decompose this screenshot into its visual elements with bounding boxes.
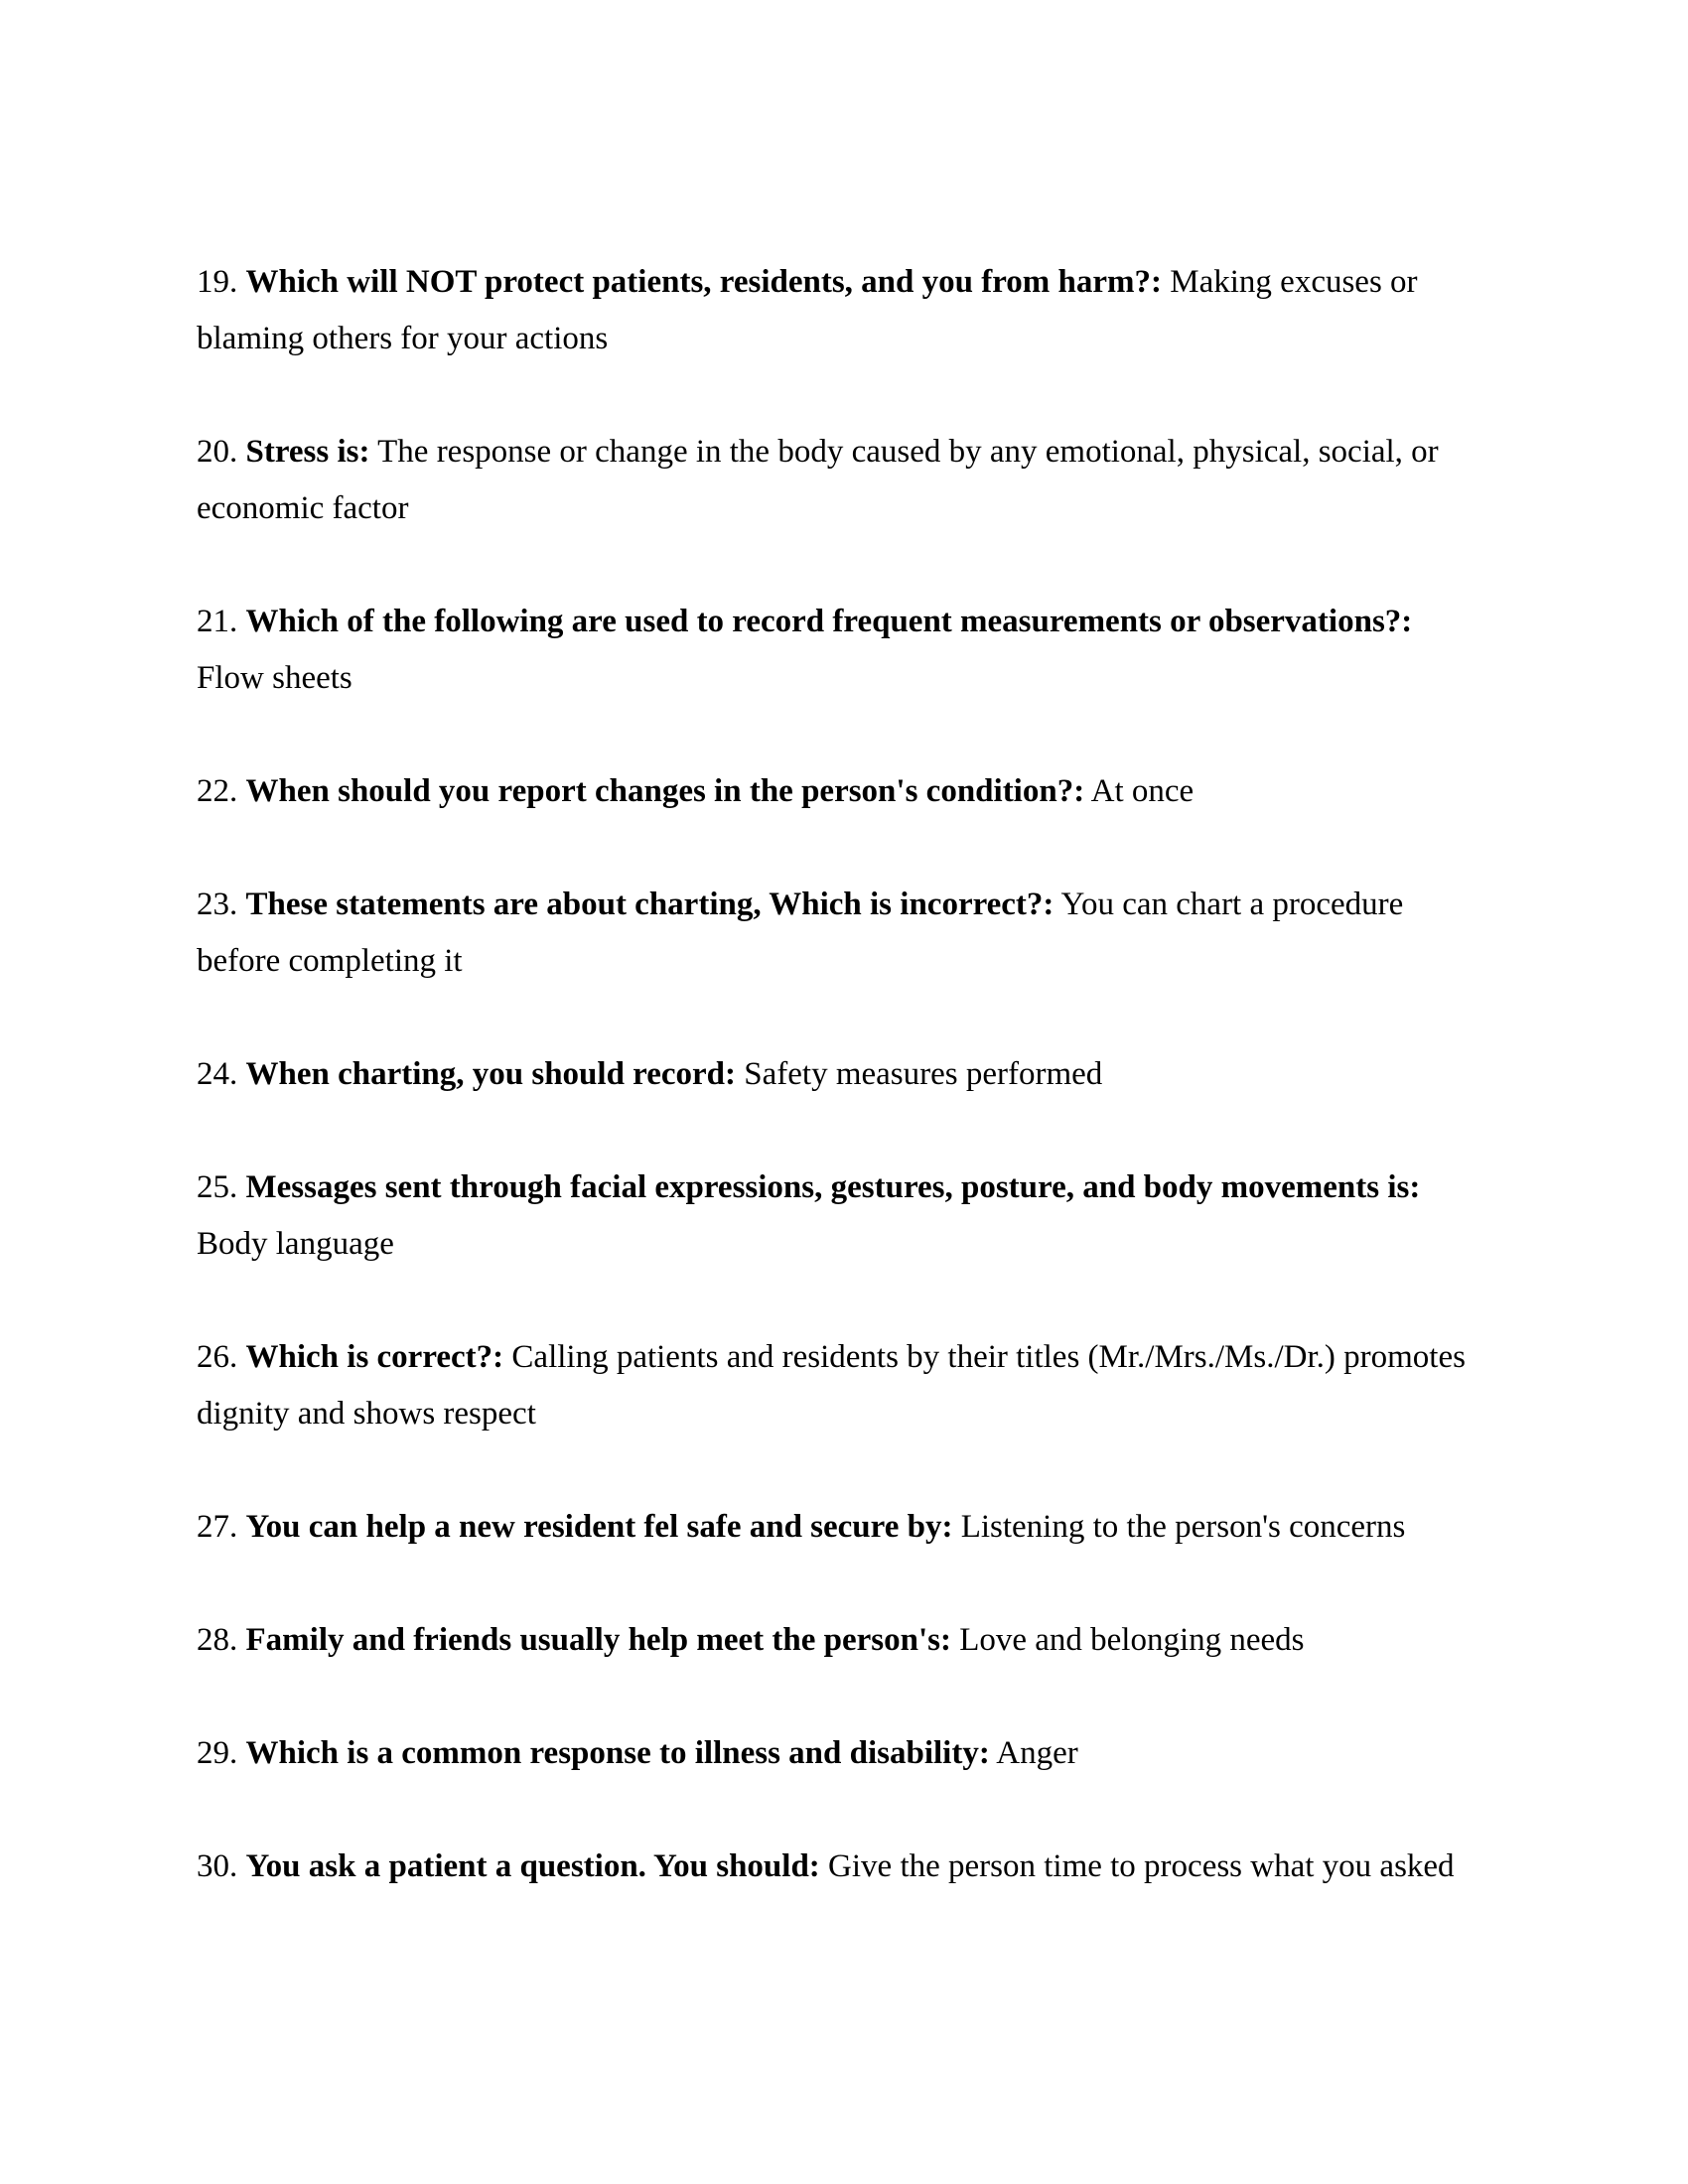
answer-text: Give the person time to process what you asked (828, 1848, 1455, 1884)
document-page (197, 254, 1487, 1952)
answer-text: At once (1090, 773, 1195, 809)
answer-text: Body language (197, 1226, 394, 1262)
qa-item-21 (197, 594, 1487, 707)
qa-item-26 (197, 1329, 1487, 1442)
qa-item-29 (197, 1725, 1487, 1782)
item-number: 25. (197, 1169, 238, 1205)
item-number: 22. (197, 773, 238, 809)
answer-text: You can chart a procedure before completing it (197, 887, 1404, 979)
question-text: Family and friends usually help meet the person's: (245, 1622, 951, 1658)
answer-text: Flow sheets (197, 660, 352, 696)
qa-list (197, 254, 1487, 1895)
item-number: 29. (197, 1735, 238, 1771)
answer-text: Anger (996, 1735, 1078, 1771)
qa-item-20 (197, 424, 1487, 537)
qa-item-23 (197, 877, 1487, 990)
answer-text: Safety measures performed (744, 1056, 1103, 1092)
answer-text: Love and belonging needs (959, 1622, 1305, 1658)
question-text: When charting, you should record: (245, 1056, 737, 1092)
question-text: Messages sent through facial expressions, gestures, posture, and body movements is: (245, 1169, 1421, 1205)
question-text: You can help a new resident fel safe and secure by: (245, 1509, 953, 1545)
item-number: 24. (197, 1056, 238, 1092)
item-number: 21. (197, 604, 238, 639)
qa-item-30 (197, 1839, 1487, 1895)
qa-item-27 (197, 1499, 1487, 1556)
qa-item-24 (197, 1046, 1487, 1103)
question-text: You ask a patient a question. You should: (245, 1848, 820, 1884)
qa-item-28 (197, 1612, 1487, 1669)
question-text: These statements are about charting, Which is incorrect?: (245, 887, 1055, 922)
answer-text: Making excuses or blaming others for your actions (197, 264, 1418, 356)
question-text: Stress is: (245, 434, 370, 470)
answer-text: Listening to the person's concerns (960, 1509, 1406, 1545)
question-text: Which is a common response to illness and disability: (245, 1735, 990, 1771)
item-number: 27. (197, 1509, 238, 1545)
item-number: 26. (197, 1339, 238, 1375)
item-number: 30. (197, 1848, 238, 1884)
question-text: Which is correct?: (245, 1339, 504, 1375)
question-text: When should you report changes in the person's condition?: (245, 773, 1085, 809)
answer-text: Calling patients and residents by their titles (Mr./Mrs./Ms./Dr.) promotes dignity and shows respect (197, 1339, 1466, 1432)
qa-item-22 (197, 763, 1487, 820)
item-number: 28. (197, 1622, 238, 1658)
qa-item-19 (197, 254, 1487, 367)
question-text: Which of the following are used to record frequent measurements or observations?: (245, 604, 1413, 639)
qa-item-25 (197, 1160, 1487, 1273)
answer-text: The response or change in the body caused by any emotional, physical, social, or economic factor (197, 434, 1439, 526)
item-number: 23. (197, 887, 238, 922)
item-number: 19. (197, 264, 238, 300)
question-text: Which will NOT protect patients, residents, and you from harm?: (245, 264, 1163, 300)
item-number: 20. (197, 434, 238, 470)
